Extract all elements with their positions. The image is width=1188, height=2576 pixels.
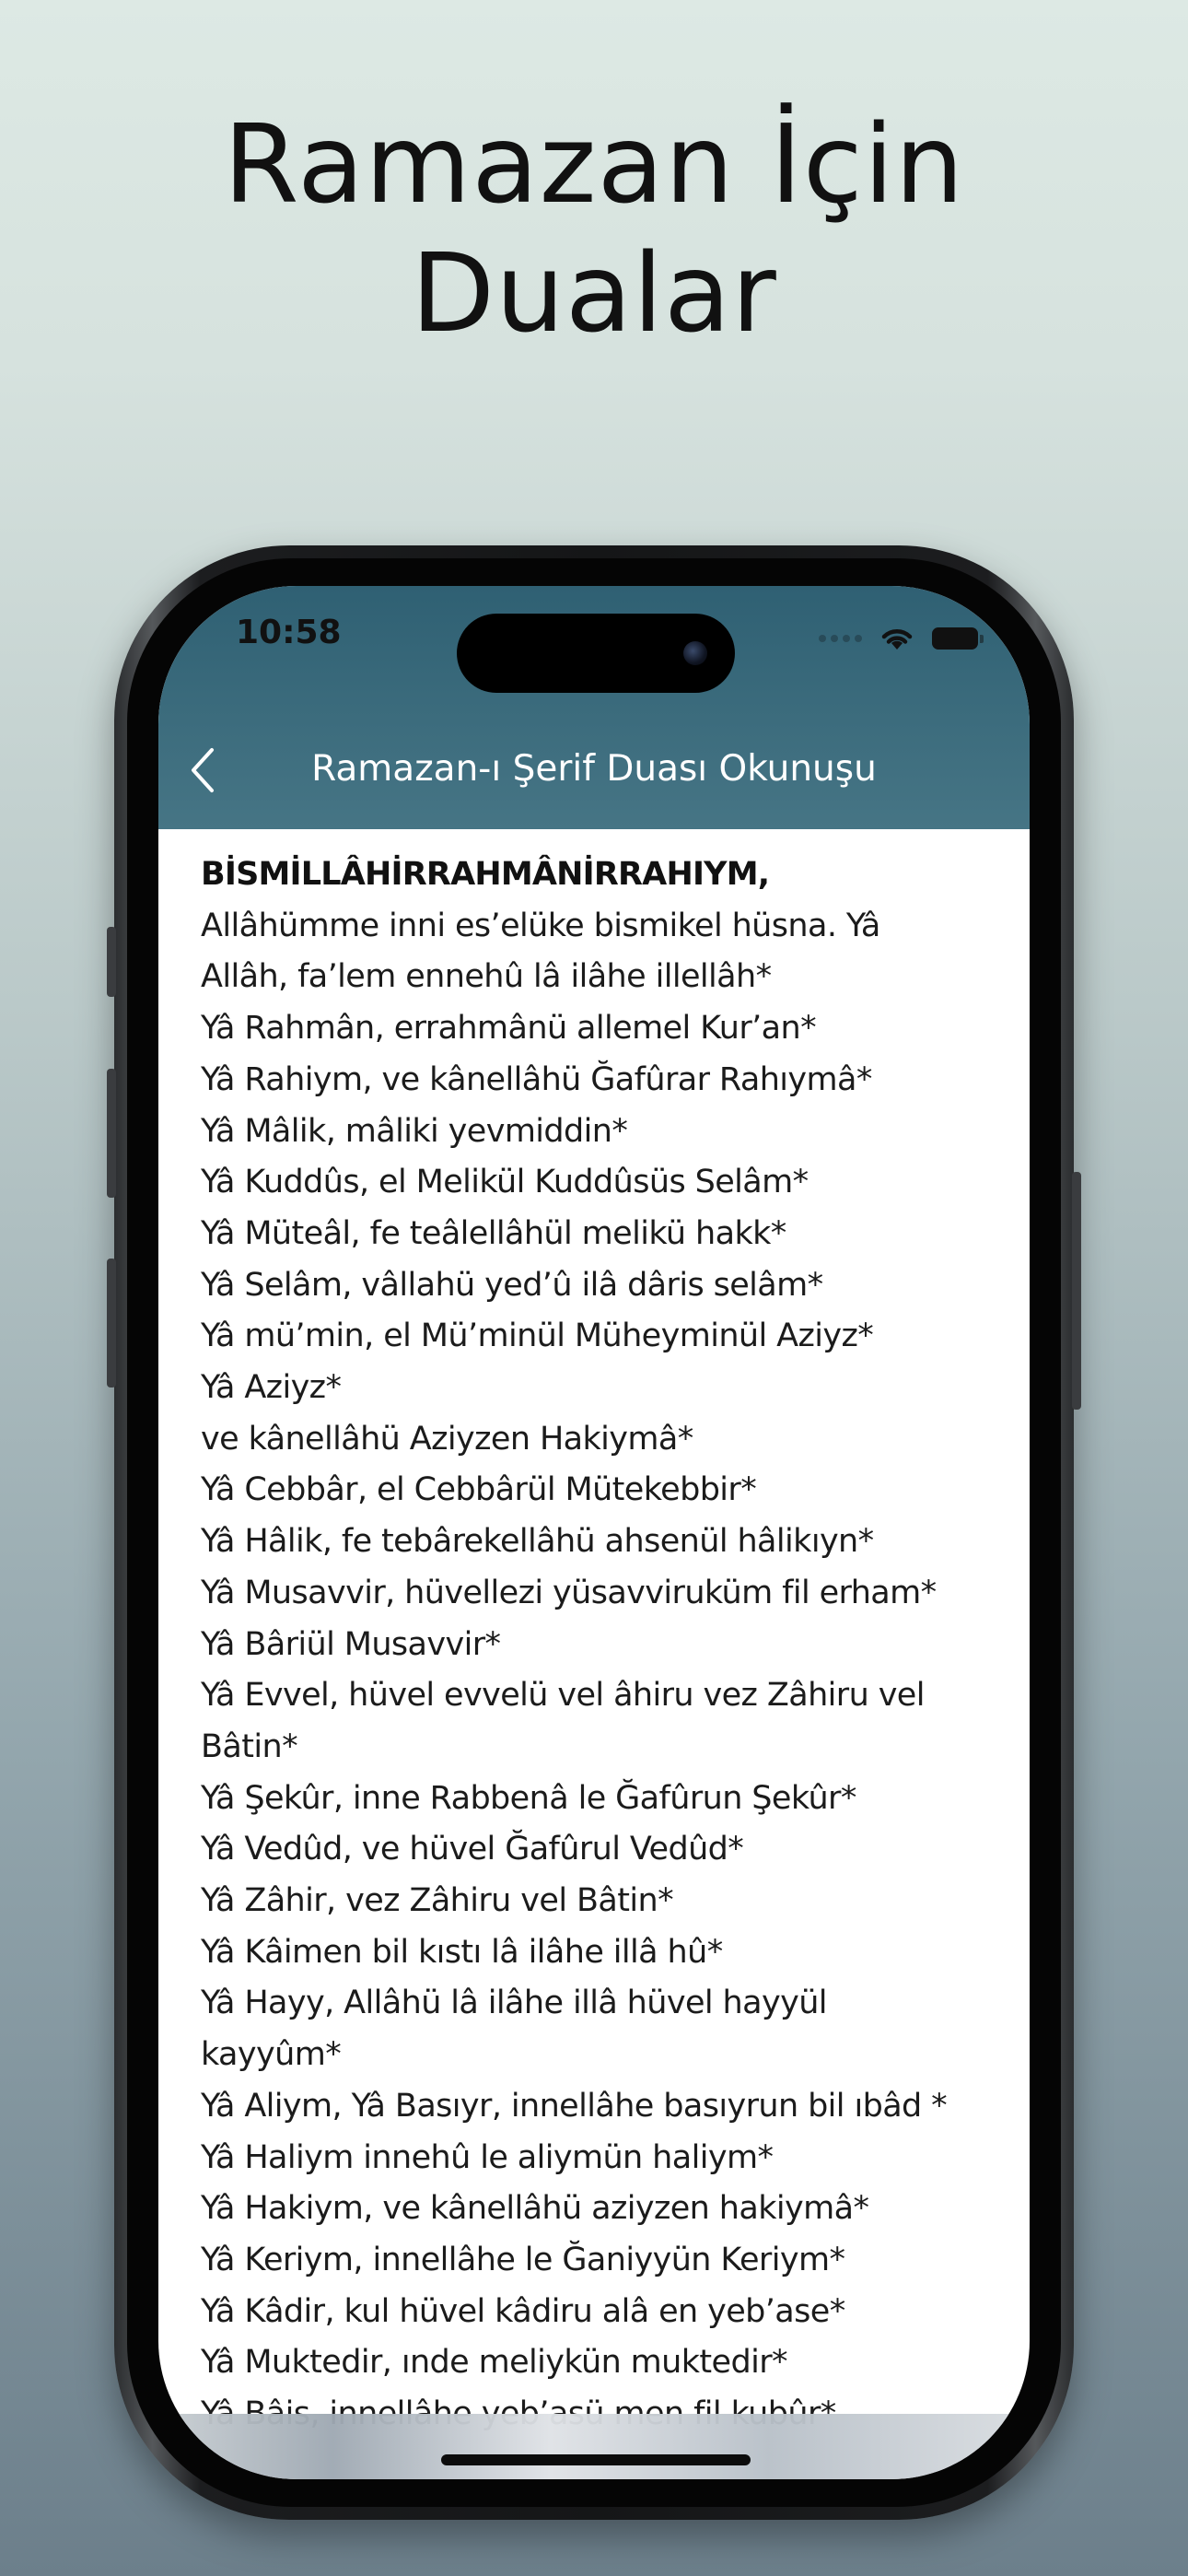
dua-line: Yâ Haliym innehû le aliymün haliym*	[201, 2138, 774, 2176]
dua-line: kayyûm*	[201, 2036, 342, 2074]
dua-line: Yâ Mâlik, mâliki yevmiddin*	[201, 1112, 628, 1150]
dua-line: Allâh, fa’lem ennehû lâ ilâhe illellâh*	[201, 958, 772, 996]
dua-line: ve kânellâhü Aziyzen Hakiymâ*	[201, 1420, 693, 1458]
phone-silent-switch	[107, 927, 116, 997]
dua-line: Yâ mü’min, el Mü’minül Müheyminül Aziyz*	[201, 1317, 874, 1355]
dua-line: Yâ Cebbâr, el Cebbârül Mütekebbir*	[201, 1471, 757, 1509]
promo-title	[0, 100, 1188, 357]
wifi-icon	[879, 625, 915, 652]
signal-dots-icon	[819, 635, 862, 642]
dua-line: Yâ Selâm, vâllahü yed’û ilâ dâris selâm*	[201, 1266, 823, 1304]
app-screen	[158, 586, 1030, 2479]
dua-text	[201, 849, 993, 2441]
battery-icon	[932, 627, 978, 650]
dua-line: Yâ Hâlik, fe tebârekellâhü ahsenül hâlikıyn*	[201, 1523, 874, 1561]
phone-volume-up-button	[107, 1069, 116, 1198]
dua-line: Yâ Muktedir, ınde meliykün muktedir*	[201, 2344, 787, 2382]
dua-line: Yâ Kuddûs, el Melikül Kuddûsüs Selâm*	[201, 1164, 809, 1201]
promo-title-line-1: Ramazan İçin	[223, 100, 965, 228]
dua-line: Allâhümme inni es’elüke bismikel hüsna. Yâ	[201, 907, 880, 944]
phone-volume-down-button	[107, 1259, 116, 1388]
status-icons	[819, 623, 978, 654]
home-indicator[interactable]	[441, 2454, 751, 2465]
dua-line: Yâ Zâhir, vez Zâhiru vel Bâtin*	[201, 1882, 673, 1920]
navigation-header	[158, 586, 1030, 829]
phone-power-button	[1072, 1172, 1081, 1410]
dua-line: Yâ Hakiym, ve kânellâhü aziyzen hakiymâ*	[201, 2190, 869, 2228]
dua-line: Yâ Keriym, innellâhe le Ğaniyyün Keriym*	[201, 2241, 845, 2278]
dua-line: Yâ Bâriül Musavvir*	[201, 1625, 501, 1663]
camera-icon	[683, 641, 707, 665]
dua-heading: BİSMİLLÂHİRRAHMÂNİRRAHIYM,	[201, 856, 770, 893]
dua-line: Yâ Vedûd, ve hüvel Ğafûrul Vedûd*	[201, 1831, 744, 1868]
dua-line: Yâ Musavvir, hüvellezi yüsavviruküm fil erham*	[201, 1574, 937, 1611]
nav-title: Ramazan-ı Şerif Duası Okunuşu	[311, 748, 877, 790]
dua-line: Yâ Evvel, hüvel evvelü vel âhiru vez Zâhiru vel	[201, 1677, 925, 1715]
home-bar-area	[158, 2414, 1030, 2479]
dua-line: Yâ Rahiym, ve kânellâhü Ğafûrar Rahıymâ*	[201, 1060, 872, 1098]
dua-line: Yâ Rahmân, errahmânü allemel Kur’an*	[201, 1010, 816, 1048]
dua-line: Yâ Kâimen bil kıstı lâ ilâhe illâ hû*	[201, 1933, 723, 1971]
dua-line: Yâ Aziyz*	[201, 1369, 342, 1407]
status-time: 10:58	[236, 614, 342, 651]
dua-line: Yâ Kâdir, kul hüvel kâdiru alâ en yeb’ase*	[201, 2292, 845, 2330]
dua-line: Bâtin*	[201, 1727, 297, 1765]
dua-line: Yâ Aliym, Yâ Basıyr, innellâhe basıyrun bil ıbâd *	[201, 2087, 948, 2125]
dua-line: Yâ Şekûr, inne Rabbenâ le Ğafûrun Şekûr*	[201, 1779, 856, 1817]
dua-line: Yâ Müteâl, fe teâlellâhül melikü hakk*	[201, 1214, 786, 1252]
dynamic-island	[457, 614, 735, 693]
dua-line: Yâ Hayy, Allâhü lâ ilâhe illâ hüvel hayyül	[201, 1985, 827, 2022]
promo-title-line-2: Dualar	[411, 229, 777, 357]
